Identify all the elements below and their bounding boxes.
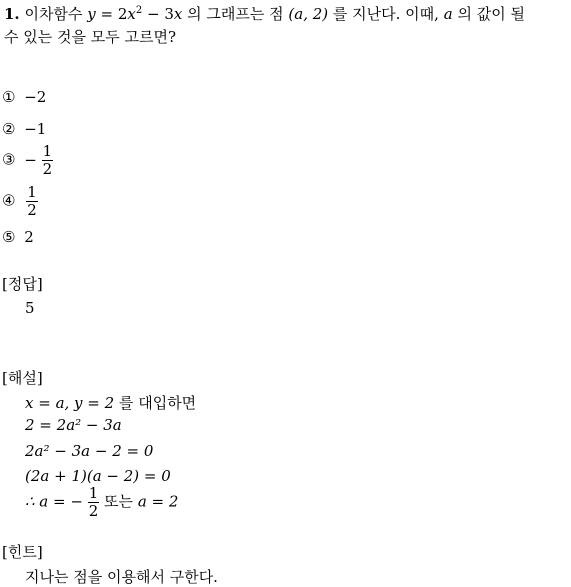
choice-4-denominator: 2 [27,201,37,219]
choice-4-fraction [26,184,38,219]
explanation-line-2: 2 = 2a² − 3a [25,416,122,434]
hint-text: 지나는 점을 이용해서 구한다. [25,568,218,586]
question-text-c: 를 지난다. 이때, [332,5,439,23]
choice-4-mark: ④ [2,191,16,210]
choice-5 [2,228,34,246]
explanation-line-5 [25,485,178,520]
choice-3-numerator: 1 [42,142,53,160]
choice-2 [2,120,46,138]
choice-3 [2,143,53,178]
choice-3-sign: − [24,150,37,169]
choice-4-numerator: 1 [27,183,37,201]
question-point: (a, 2) [288,5,329,23]
explanation-or: 또는 [104,492,134,511]
question-variable: a [443,5,453,23]
explanation-denominator: 2 [88,502,99,520]
question-text-a: 이차함수 [24,5,83,23]
choice-3-mark: ③ [2,150,16,169]
explanation-substitution-text: 를 대입하면 [118,394,197,412]
question-line-1 [4,3,525,24]
choice-4 [2,184,38,219]
explanation-line-3: 2a² − 3a − 2 = 0 [25,442,154,460]
choice-3-denominator: 2 [42,160,53,178]
answer-value: 5 [25,299,35,317]
choice-1-value: −2 [24,88,47,106]
explanation-line-4: (2a + 1)(a − 2) = 0 [25,467,171,485]
choice-2-value: −1 [24,120,47,138]
choice-3-fraction [42,143,54,178]
explanation-substitution: x = a, y = 2 [25,394,115,412]
question-number: 1. [4,5,20,23]
answer-header: [정답] [2,275,43,293]
question-text-b: 의 그래프는 점 [187,5,284,23]
explanation-fraction [88,485,100,520]
choice-1 [2,88,46,106]
choice-1-mark: ① [2,88,16,106]
explanation-conclusion: ∴ a = − [25,492,83,511]
choice-5-mark: ⑤ [2,228,16,246]
explanation-numerator: 1 [88,484,99,502]
question-function: $y = 2x^2 - 3x$ [87,5,183,23]
choice-5-value: 2 [24,228,34,246]
question-line-2: 수 있는 것을 모두 고르면? [4,28,177,46]
explanation-final: a = 2 [137,492,179,511]
explanation-line-1 [25,392,196,413]
question-text-d: 의 값이 될 [457,5,525,23]
choice-2-mark: ② [2,120,16,138]
hint-header: [힌트] [2,543,43,561]
explanation-header: [해설] [2,369,43,387]
